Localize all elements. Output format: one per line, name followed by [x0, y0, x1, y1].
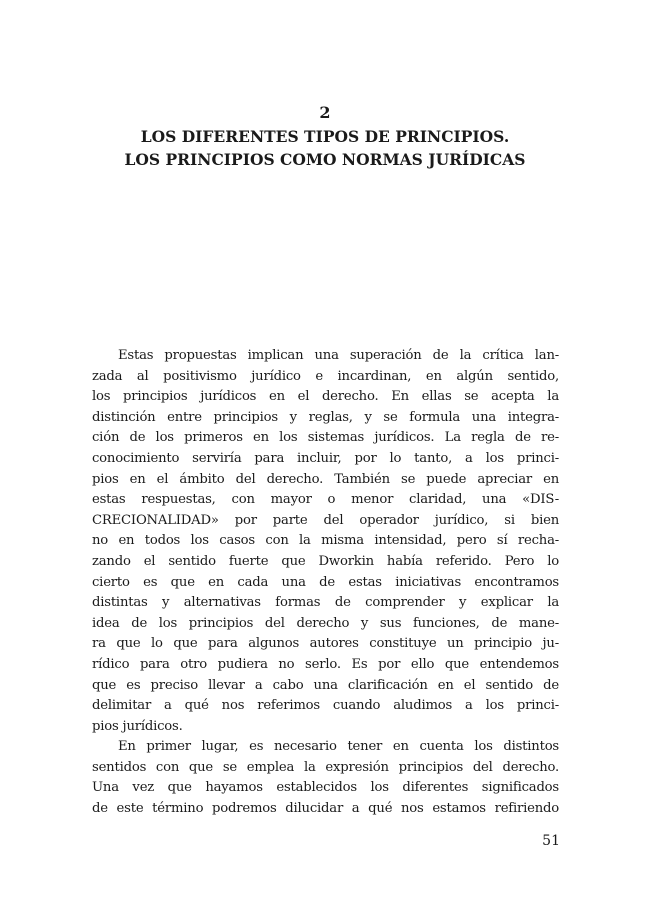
text-line: sentidos con que se emplea la expresión principios del derecho.	[92, 759, 559, 775]
text-line: no en todos los casos con la misma intensidad, pero sí recha-	[92, 533, 559, 549]
text-line: delimitar a qué nos referimos cuando aludimos a los princi-	[92, 698, 559, 714]
page-number: 51	[542, 833, 560, 849]
body-text	[92, 346, 559, 820]
text-line: pios en el ámbito del derecho. También se puede apreciar en	[92, 471, 559, 487]
text-line: que es preciso llevar a cabo una clarificación en el sentido de	[92, 677, 559, 693]
text-line: Una vez que hayamos establecidos los diferentes significados	[92, 780, 559, 796]
text-line: zando el sentido fuerte que Dworkin había referido. Pero lo	[92, 553, 559, 569]
text-line: Estas propuestas implican una superación de la crítica lan-	[118, 348, 559, 363]
chapter-number: 2	[319, 103, 331, 122]
text-line: CRECIONALIDAD» por parte del operador jurídico, si bien	[92, 512, 559, 528]
text-line: En primer lugar, es necesario tener en cuenta los distintos	[118, 739, 559, 755]
text-line: idea de los principios del derecho y sus funciones, de mane-	[92, 615, 559, 631]
text-line: estas respuestas, con mayor o menor claridad, una «DIS-	[92, 492, 559, 508]
text-line: zada al positivismo jurídico e incardinan, en algún sentido,	[92, 368, 559, 384]
text-line: rídico para otro pudiera no serlo. Es por ello que entendemos	[92, 656, 559, 672]
text-line: conocimiento serviría para incluir, por lo tanto, a los princi-	[92, 450, 559, 466]
chapter-title-line: LOS DIFERENTES TIPOS DE PRINCIPIOS.	[140, 127, 510, 146]
text-line: ra que lo que para algunos autores constituye un principio ju-	[92, 636, 559, 652]
text-line: pios jurídicos.	[92, 718, 183, 734]
chapter-title-line: LOS PRINCIPIOS COMO NORMAS JURÍDICAS	[124, 150, 526, 169]
text-line: los principios jurídicos en el derecho. En ellas se acepta la	[92, 389, 559, 405]
text-line: de este término podremos dilucidar a qué nos estamos refiriendo	[92, 801, 559, 817]
text-line: distintas y alternativas formas de comprender y explicar la	[92, 595, 559, 611]
text-line: ción de los primeros en los sistemas jurídicos. La regla de re-	[92, 430, 559, 446]
text-line: distinción entre principios y reglas, y se formula una integra-	[92, 409, 559, 425]
text-line: cierto es que en cada una de estas iniciativas encontramos	[92, 574, 559, 590]
chapter-title	[0, 125, 650, 171]
